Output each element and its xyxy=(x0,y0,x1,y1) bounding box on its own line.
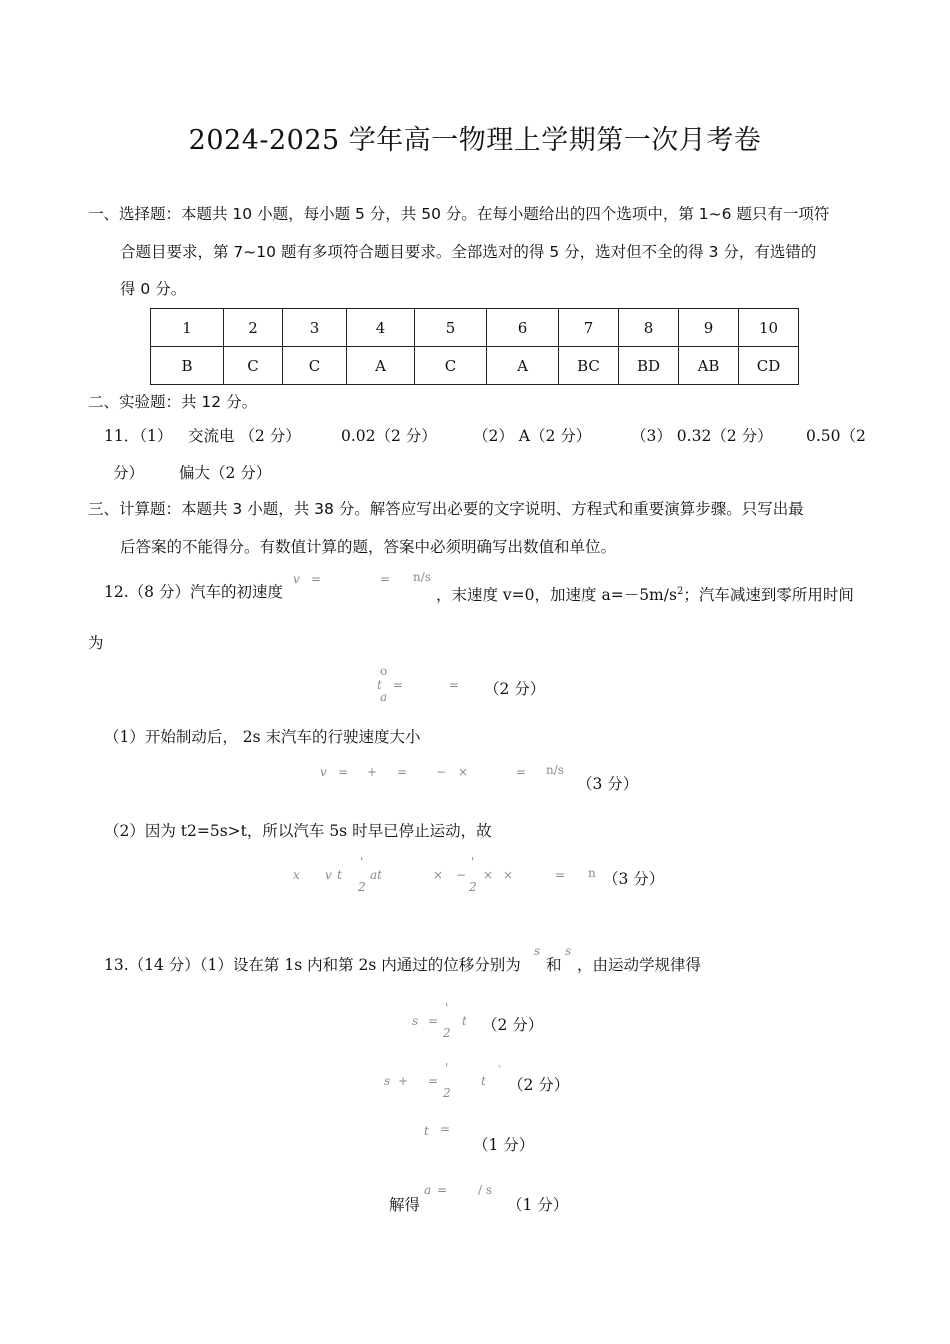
formula-symbol: + xyxy=(367,765,378,779)
formula-symbol: ' xyxy=(360,855,364,869)
q12-intro-b-wrap xyxy=(436,582,854,605)
table-cell: A xyxy=(347,347,415,385)
formula-symbol: 2 xyxy=(443,1086,451,1100)
q12-intro-b: ，末速度 v=0，加速度 a=－5m/s xyxy=(436,586,677,605)
table-cell: A xyxy=(487,347,559,385)
table-cell: C xyxy=(415,347,487,385)
formula-symbol: n xyxy=(588,866,596,880)
section1-line1: 一、选择题：本题共 10 小题，每小题 5 分，共 50 分。在每小题给出的四个选项中，第 1~6 题只有一项符 xyxy=(88,205,830,223)
q12-intro-a: 12.（8 分）汽车的初速度 xyxy=(104,583,283,601)
formula-symbol: a xyxy=(424,1183,432,1197)
formula-symbol: s xyxy=(565,944,572,958)
formula-symbol: s xyxy=(384,1074,391,1088)
formula-symbol: × xyxy=(503,868,514,882)
table-cell: 5 xyxy=(415,309,487,347)
formula-symbol: × xyxy=(483,868,494,882)
formula-symbol: − xyxy=(456,868,467,882)
formula-symbol: = xyxy=(555,868,566,882)
q12-v2-score: （3 分） xyxy=(577,775,639,793)
formula-symbol: o xyxy=(380,664,388,678)
formula-symbol: = xyxy=(449,678,460,692)
formula-symbol: x xyxy=(293,868,300,882)
answer-table xyxy=(150,308,799,385)
table-cell: B xyxy=(151,347,224,385)
formula-symbol: t xyxy=(481,1074,486,1088)
q13-f1-score: （2 分） xyxy=(482,1016,544,1034)
q13-f2-score: （2 分） xyxy=(508,1076,570,1094)
formula-symbol: v xyxy=(293,572,300,586)
q12-part1: （1）开始制动后， 2s 末汽车的行驶速度大小 xyxy=(104,728,421,746)
table-cell: 7 xyxy=(559,309,619,347)
formula-symbol: 2 xyxy=(469,880,477,894)
formula-symbol: ` xyxy=(497,1064,503,1078)
formula-symbol: = xyxy=(428,1014,439,1028)
section3-line1: 三、计算题：本题共 3 小题，共 38 分。解答应写出必要的文字说明、方程式和重要演算步骤。只写出最 xyxy=(88,500,804,518)
page-title: 2024-2025 学年高一物理上学期第一次月考卷 xyxy=(188,125,762,156)
formula-symbol: v xyxy=(325,868,332,882)
q12-intro-c: ；汽车减速到零所用时间 xyxy=(683,586,854,605)
table-cell: 6 xyxy=(487,309,559,347)
formula-symbol: ' xyxy=(471,855,475,869)
q12-part2: （2）因为 t2=5s>t，所以汽车 5s 时早已停止运动，故 xyxy=(104,822,492,840)
formula-symbol: ' xyxy=(445,1001,449,1015)
formula-symbol: = xyxy=(397,765,408,779)
formula-symbol: − xyxy=(436,765,447,779)
table-cell: CD xyxy=(739,347,799,385)
formula-symbol: t xyxy=(462,1014,467,1028)
formula-symbol: s xyxy=(412,1014,419,1028)
q11-answer-3: （2） A（2 分） xyxy=(473,427,592,445)
formula-symbol: a xyxy=(380,690,388,704)
formula-symbol: t xyxy=(337,868,342,882)
formula-symbol: at xyxy=(370,868,382,882)
table-cell: AB xyxy=(679,347,739,385)
formula-symbol: = xyxy=(516,765,527,779)
q11-answer-2: 0.02（2 分） xyxy=(341,427,437,445)
table-row-answers xyxy=(151,347,799,385)
formula-symbol: / s xyxy=(478,1183,493,1197)
table-cell: C xyxy=(283,347,347,385)
formula-symbol: = xyxy=(311,572,322,586)
section1-line3: 得 0 分。 xyxy=(120,280,187,298)
q12-t-score: （2 分） xyxy=(484,680,546,698)
formula-symbol: n/s xyxy=(546,763,564,777)
formula-symbol: = xyxy=(440,1122,451,1136)
q13-f4-score: （1 分） xyxy=(507,1196,569,1214)
q12-x-score: （3 分） xyxy=(603,870,665,888)
formula-symbol: s xyxy=(534,944,541,958)
table-cell: C xyxy=(224,347,283,385)
table-cell: BD xyxy=(619,347,679,385)
q11-answer-6: 偏大（2 分） xyxy=(179,464,272,482)
q11-answer-1: 交流电 （2 分） xyxy=(188,427,301,445)
table-row-numbers xyxy=(151,309,799,347)
formula-symbol: ' xyxy=(445,1061,449,1075)
formula-symbol: × xyxy=(458,765,469,779)
table-cell: 1 xyxy=(151,309,224,347)
formula-symbol: + xyxy=(398,1074,409,1088)
q13-intro-wrap xyxy=(104,955,521,975)
section2-heading: 二、实验题：共 12 分。 xyxy=(88,393,258,411)
formula-symbol: t xyxy=(424,1124,429,1138)
q12-intro-d: 为 xyxy=(88,634,104,652)
q13-intro-a: 13.（14 分）（1）设在第 1s 内和第 2s 内通过的位移分别为 xyxy=(104,956,521,974)
q13-intro-b: ，由运动学规律得 xyxy=(577,956,702,974)
section3-line2: 后答案的不能得分。有数值计算的题，答案中必须明确写出数值和单位。 xyxy=(120,538,617,556)
formula-symbol: = xyxy=(437,1183,448,1197)
table-cell: 9 xyxy=(679,309,739,347)
formula-symbol: = xyxy=(428,1074,439,1088)
table-cell: 4 xyxy=(347,309,415,347)
formula-symbol: × xyxy=(433,868,444,882)
q11-answer-5: 0.50（2 xyxy=(806,427,866,445)
formula-symbol: 2 xyxy=(358,880,366,894)
q13-intro-and: 和 xyxy=(546,956,562,974)
formula-symbol: t xyxy=(377,678,382,692)
section1-line2: 合题目要求，第 7~10 题有多项符合题目要求。全部选对的得 5 分，选对但不全的得 3 分，有选错的 xyxy=(120,243,817,261)
table-cell: 3 xyxy=(283,309,347,347)
formula-symbol: 2 xyxy=(443,1026,451,1040)
formula-symbol: = xyxy=(393,678,404,692)
q13-f3-score: （1 分） xyxy=(473,1136,535,1154)
formula-symbol: n/s xyxy=(413,570,431,584)
q12-intro-sup: 2 xyxy=(676,586,684,597)
formula-symbol: v xyxy=(320,765,327,779)
table-cell: BC xyxy=(559,347,619,385)
q11-part1: 11．（1） xyxy=(104,427,173,445)
q11-answer-4: （3） 0.32（2 分） xyxy=(631,427,773,445)
q13-f4-label: 解得 xyxy=(389,1196,421,1214)
formula-symbol: = xyxy=(338,765,349,779)
q11-cont: 分） xyxy=(113,464,145,482)
table-cell: 2 xyxy=(224,309,283,347)
table-cell: 8 xyxy=(619,309,679,347)
formula-symbol: = xyxy=(380,572,391,586)
table-cell: 10 xyxy=(739,309,799,347)
